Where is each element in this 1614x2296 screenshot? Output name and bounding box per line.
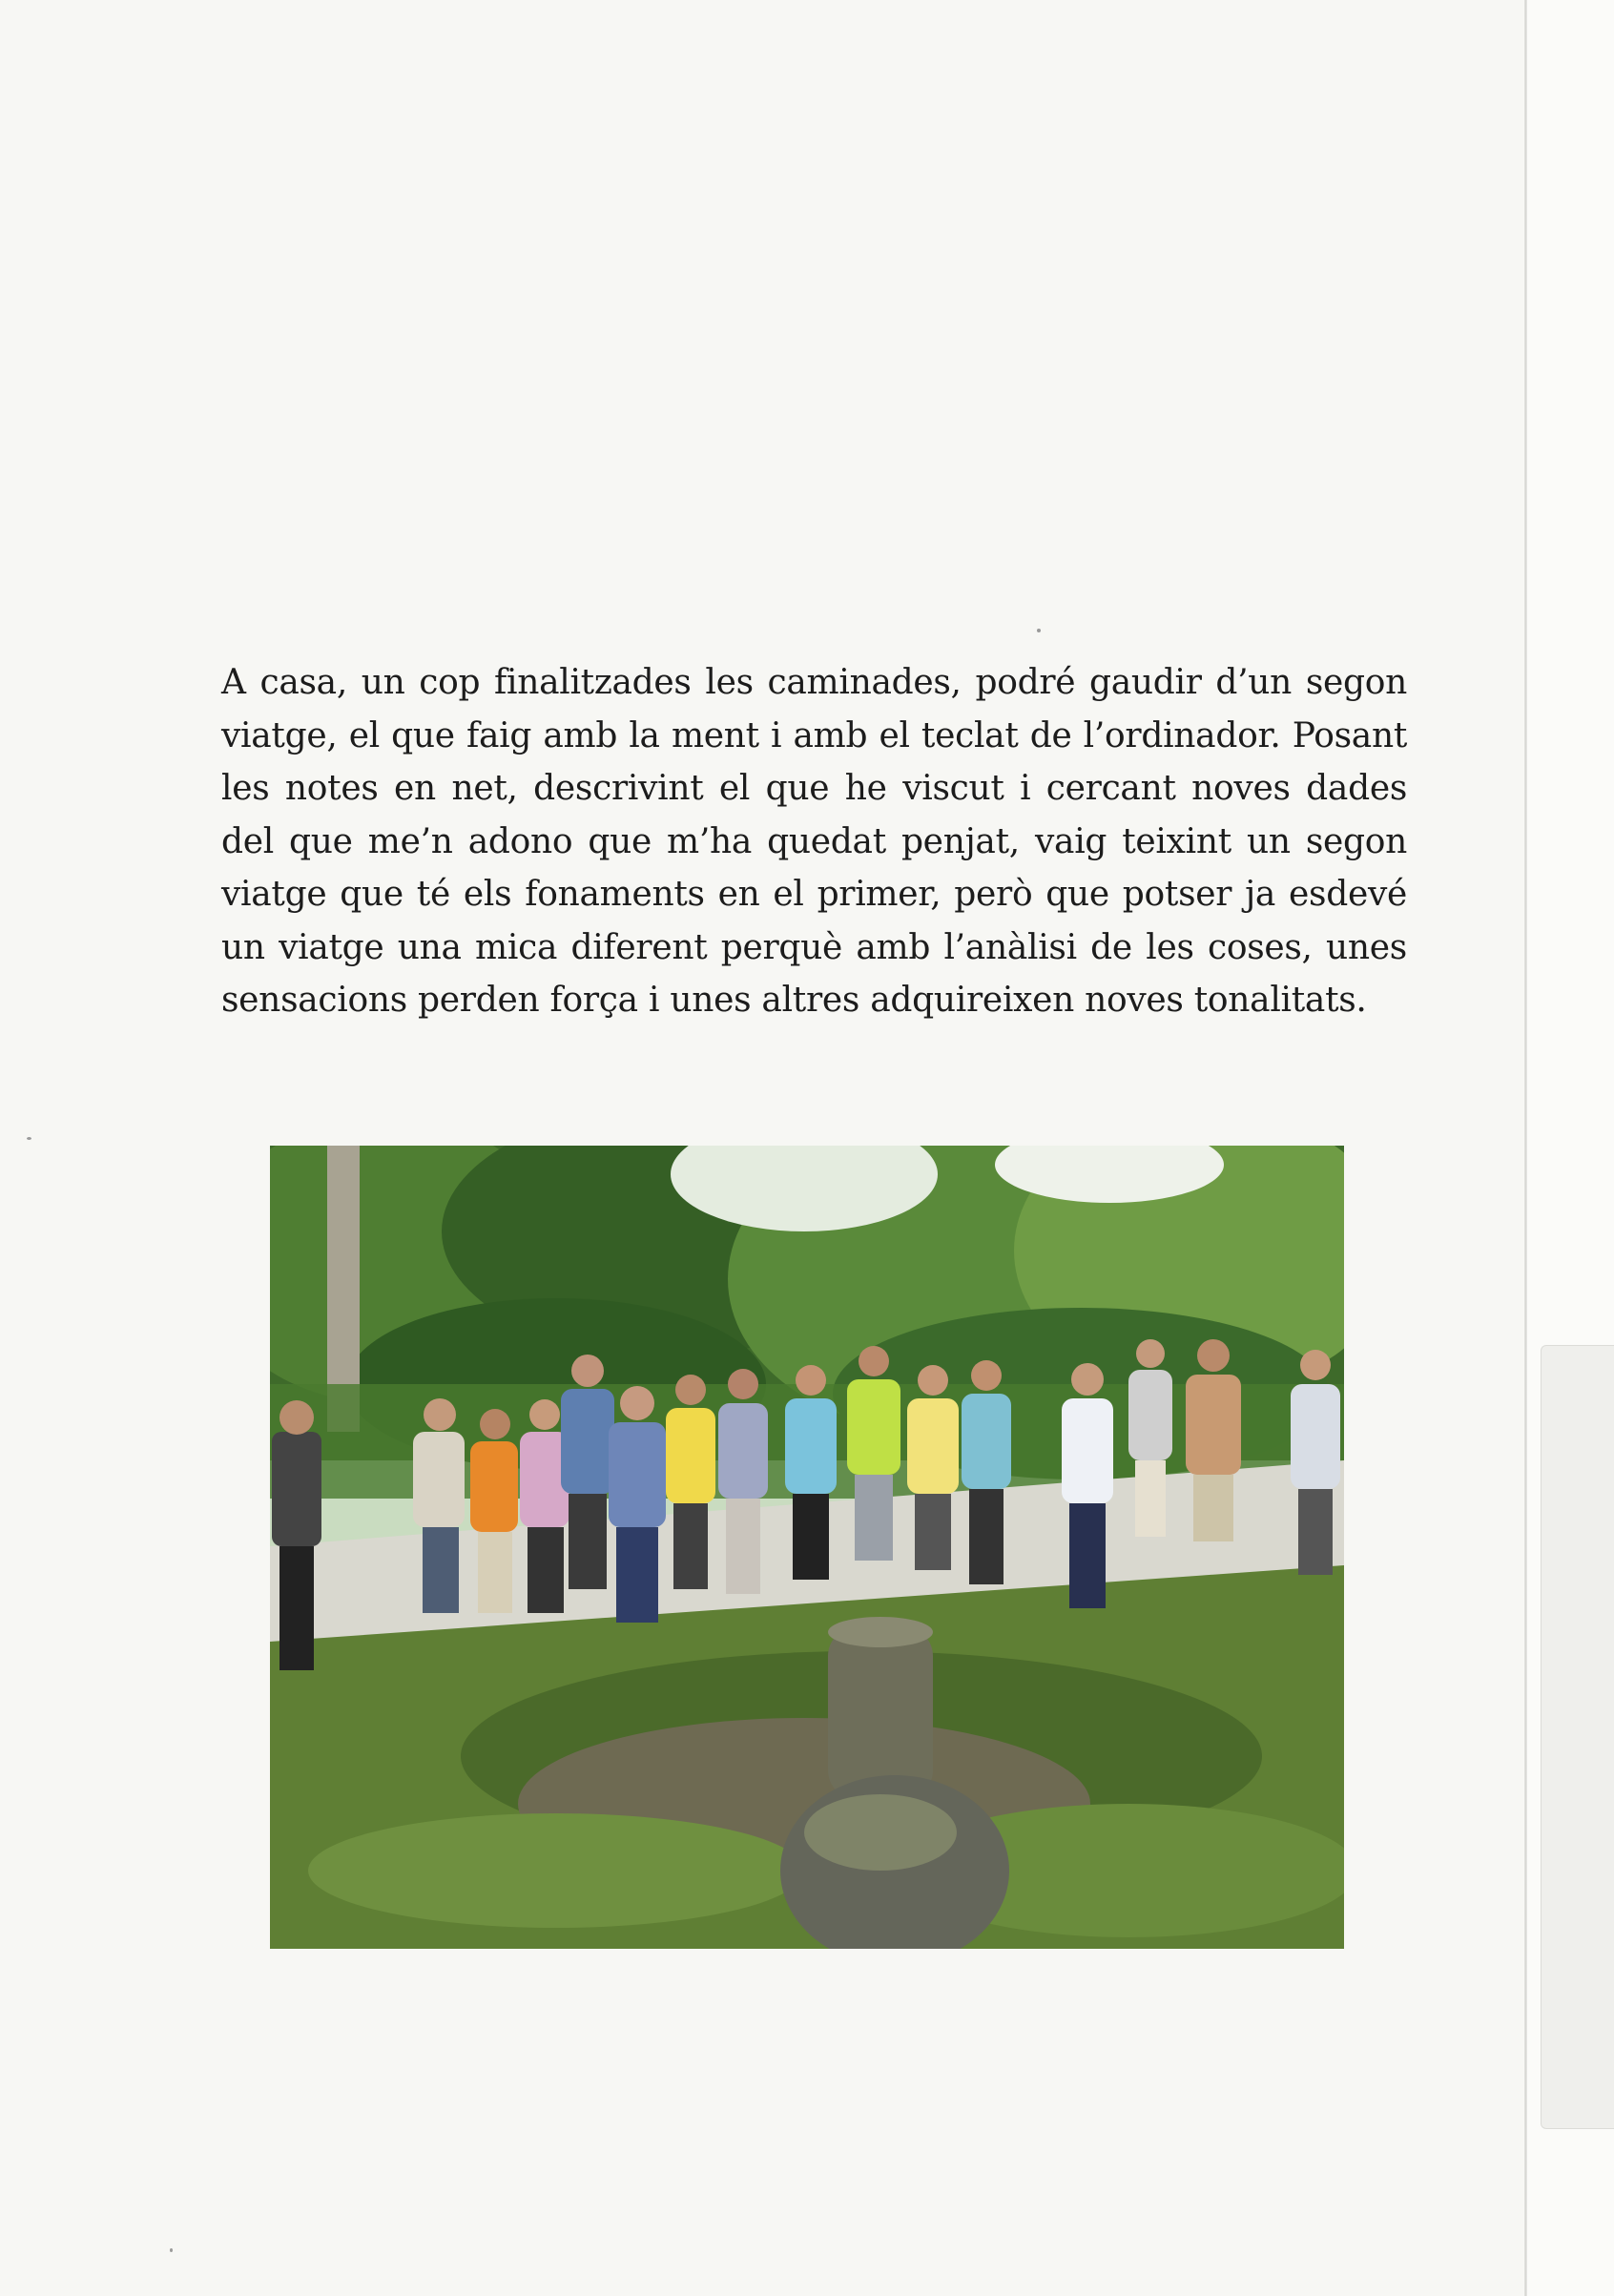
paper-speck [27,1137,31,1140]
paper-speck [170,2248,173,2252]
photo-group-of-hikers [270,1146,1344,1949]
body-paragraph: A casa, un cop finalitzades les caminades, podré gaudir d’un segon viatge, el que faig amb la ment i amb el teclat de l’ordinador. Posant les notes en net, descrivint el que he viscut i cercant noves dades del que me’n adono que m’ha quedat penjat, vaig teixint un segon viatge que té els fonaments en el primer, però que potser ja esdevé un viatge una mica diferent perquè amb l’anàlisi de les coses, unes sensacions perden força i unes altres adquireixen noves tonalitats. [221,663,1407,1020]
cover-flap [1541,1345,1614,2129]
photo-illustration [270,1146,1344,1949]
paper-speck [1037,629,1041,632]
